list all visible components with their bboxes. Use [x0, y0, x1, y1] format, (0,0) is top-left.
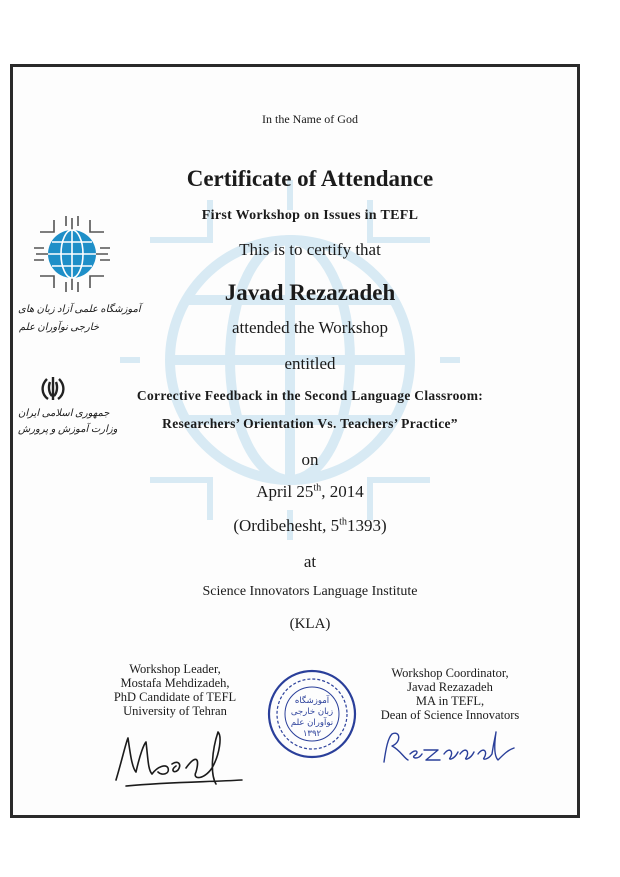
ministry-line1: جمهوری اسلامی ایران: [18, 408, 110, 419]
institute-name-line1: آموزشگاه علمی آزاد زبان های: [18, 304, 141, 315]
workshop-subtitle: First Workshop on Issues in TEFL: [201, 208, 419, 223]
institute-name: Science Innovators Language Institute: [202, 584, 418, 599]
persian-date-ordinal: th: [339, 516, 348, 528]
date-year: , 2014: [321, 482, 364, 501]
certificate-title: Certificate of Attendance: [186, 166, 434, 191]
coordinator-role: Workshop Coordinator,: [391, 666, 509, 680]
institute-abbreviation: (KLA): [289, 616, 331, 632]
workshop-leader-block: [80, 662, 270, 718]
coordinator-signature: [378, 724, 518, 770]
basmala-line: In the Name of God: [262, 112, 358, 126]
coordinator-position: Dean of Science Innovators: [380, 708, 520, 722]
recipient-name: Javad Rezazadeh: [224, 280, 396, 305]
persian-date: [0, 516, 620, 536]
topic-line-2: Researchers’ Orientation Vs. Teachers’ Practice”: [162, 416, 458, 431]
workshop-coordinator-block: [360, 666, 540, 722]
leader-role: Workshop Leader,: [129, 662, 221, 676]
topic-line-1: Corrective Feedback in the Second Language Classroom:: [136, 388, 484, 403]
entitled-line: entitled: [284, 354, 336, 373]
leader-affiliation: University of Tehran: [123, 704, 227, 718]
persian-date-prefix: (Ordibehesht, 5: [233, 516, 340, 535]
date-prefix: April 25: [256, 482, 314, 501]
leader-name: Mostafa Mehdizadeh,: [120, 676, 230, 690]
date-ordinal: th: [313, 482, 322, 494]
seal-text-3: نوآوران علم: [290, 718, 334, 728]
on-line: on: [301, 450, 319, 469]
leader-degree: PhD Candidate of TEFL: [113, 690, 237, 704]
round-seal-stamp: [266, 668, 358, 760]
coordinator-degree: MA in TEFL,: [415, 694, 485, 708]
seal-text-4: ۱۳۹۲: [302, 729, 322, 739]
attended-line: attended the Workshop: [231, 318, 388, 337]
at-line: at: [303, 552, 317, 571]
persian-date-year: 1393): [347, 516, 387, 535]
seal-text-1: آموزشگاه: [294, 696, 330, 706]
coordinator-name: Javad Rezazadeh: [407, 680, 493, 694]
ministry-line2: وزارت آموزش و پرورش: [18, 424, 118, 435]
workshop-date: [0, 482, 620, 502]
seal-text-2: زبان خارجی: [290, 707, 334, 717]
leader-signature: [108, 724, 258, 794]
institute-name-line2: خارجی نوآوران علم: [18, 322, 99, 333]
certify-line: This is to certify that: [239, 240, 381, 259]
